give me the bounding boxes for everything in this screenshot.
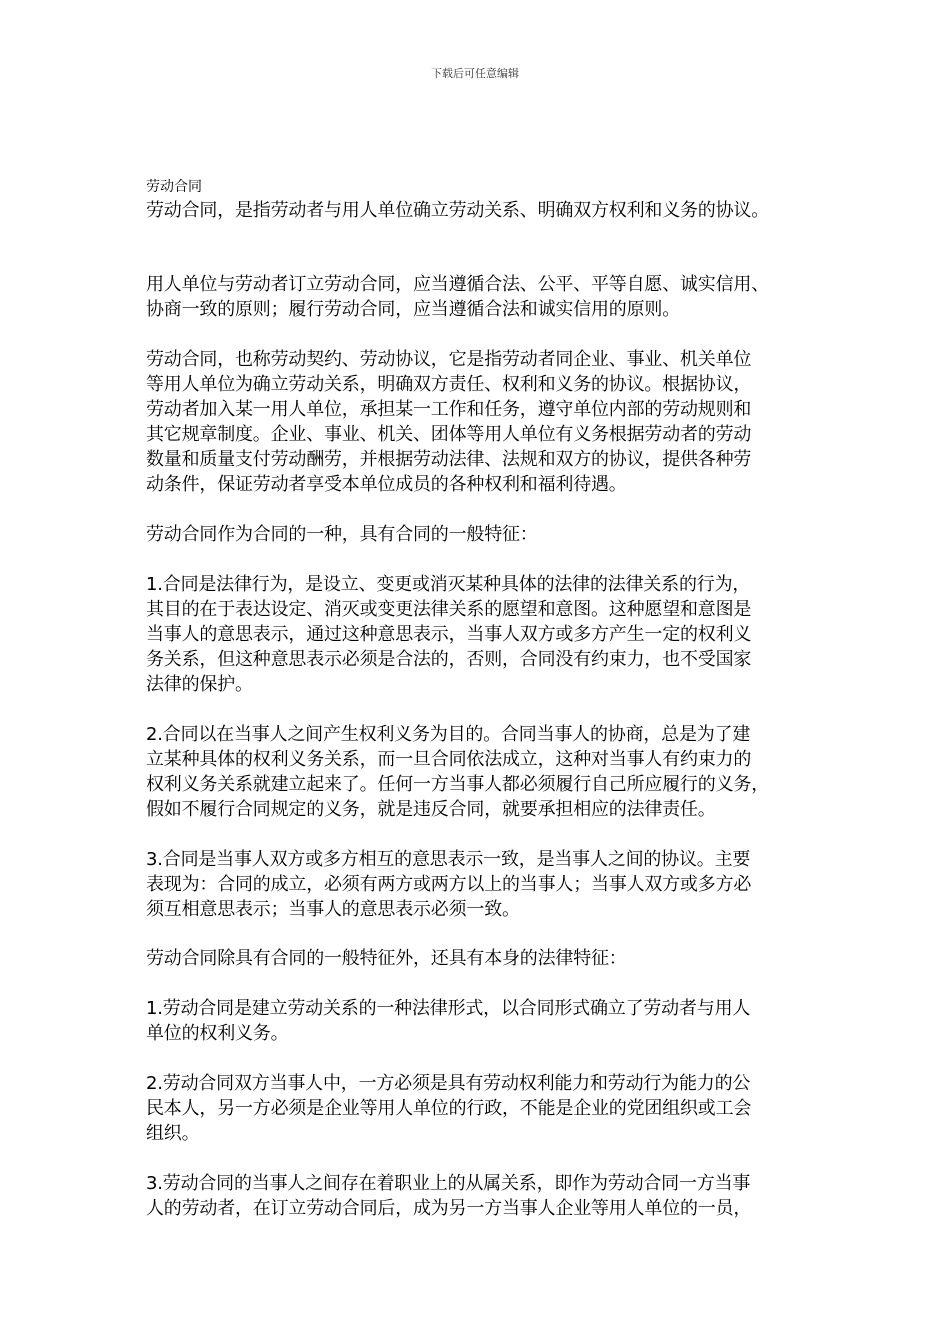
paragraph-line: 其目的在于表达设定、消灭或变更法律关系的愿望和意图。这种愿望和意图是 — [146, 599, 752, 620]
paragraph-line: 人的劳动者，在订立劳动合同后，成为另一方当事人企业等用人单位的一员， — [146, 1198, 752, 1219]
paragraph-line: 劳动者加入某一用人单位，承担某一工作和任务，遵守单位内部的劳动规则和 — [146, 399, 752, 420]
paragraph-line: 劳动合同，是指劳动者与用人单位确立劳动关系、明确双方权利和义务的协议。 — [146, 200, 769, 221]
paragraph-line: 2.劳动合同双方当事人中，一方必须是具有劳动权利能力和劳动行为能力的公 — [146, 1073, 751, 1094]
document-title: 劳动合同 — [146, 179, 202, 195]
paragraph-line: 3.劳动合同的当事人之间存在着职业上的从属关系，即作为劳动合同一方当事 — [146, 1173, 751, 1194]
paragraph-line: 假如不履行合同规定的义务，就是违反合同，就要承担相应的法律责任。 — [146, 799, 716, 820]
paragraph-line: 权利义务关系就建立起来了。任何一方当事人都必须履行自己所应履行的义务， — [146, 774, 769, 795]
paragraph-legal-feature-2 — [146, 1071, 826, 1146]
paragraph-general-feature-3 — [146, 847, 826, 922]
paragraph-line: 协商一致的原则；履行劳动合同，应当遵循合法和诚实信用的原则。 — [146, 299, 680, 320]
paragraph-contract-description — [146, 347, 826, 497]
paragraph-line: 数量和质量支付劳动酬劳，并根据劳动法律、法规和双方的协议，提供各种劳 — [146, 449, 752, 470]
paragraph-line: 当事人的意思表示，通过这种意思表示，当事人双方或多方产生一定的权利义 — [146, 624, 752, 645]
paragraph-line: 2.合同以在当事人之间产生权利义务为目的。合同当事人的协商，总是为了建 — [146, 724, 751, 745]
paragraph-general-feature-2 — [146, 722, 826, 822]
paragraph-line: 其它规章制度。企业、事业、机关、团体等用人单位有义务根据劳动者的劳动 — [146, 424, 752, 445]
paragraph-line: 立某种具体的权利义务关系，而一旦合同依法成立，这种对当事人有约束力的 — [146, 749, 752, 770]
page-header: 下载后可任意编辑 — [431, 67, 519, 80]
paragraph-definition — [146, 198, 826, 223]
paragraph-line: 劳动合同，也称劳动契约、劳动协议，它是指劳动者同企业、事业、机关单位 — [146, 349, 752, 370]
paragraph-line: 法律的保护。 — [146, 674, 253, 695]
paragraph-legal-feature-1 — [146, 996, 826, 1046]
paragraph-line: 须互相意思表示；当事人的意思表示必须一致。 — [146, 899, 520, 920]
paragraph-general-feature-1 — [146, 572, 826, 697]
paragraph-line: 劳动合同作为合同的一种，具有合同的一般特征： — [146, 524, 538, 545]
paragraph-line: 组织。 — [146, 1123, 200, 1144]
paragraph-line: 民本人，另一方必须是企业等用人单位的行政，不能是企业的党团组织或工会 — [146, 1098, 752, 1119]
paragraph-line: 务关系，但这种意思表示必须是合法的，否则，合同没有约束力，也不受国家 — [146, 649, 752, 670]
paragraph-principles — [146, 272, 826, 322]
paragraph-line: 动条件，保证劳动者享受本单位成员的各种权利和福利待遇。 — [146, 474, 627, 495]
paragraph-general-features-heading — [146, 522, 826, 547]
paragraph-line: 1.劳动合同是建立劳动关系的一种法律形式，以合同形式确立了劳动者与用人 — [146, 998, 751, 1019]
paragraph-legal-features-heading — [146, 946, 826, 971]
paragraph-line: 3.合同是当事人双方或多方相互的意思表示一致，是当事人之间的协议。主要 — [146, 849, 751, 870]
paragraph-line: 用人单位与劳动者订立劳动合同，应当遵循合法、公平、平等自愿、诚实信用、 — [146, 274, 769, 295]
paragraph-line: 劳动合同除具有合同的一般特征外，还具有本身的法律特征： — [146, 948, 627, 969]
paragraph-legal-feature-3 — [146, 1171, 826, 1221]
paragraph-line: 单位的权利义务。 — [146, 1023, 289, 1044]
paragraph-line: 等用人单位为确立劳动关系，明确双方责任、权利和义务的协议。根据协议， — [146, 374, 752, 395]
paragraph-line: 1.合同是法律行为，是设立、变更或消灭某种具体的法律的法律关系的行为， — [146, 574, 751, 595]
paragraph-line: 表现为：合同的成立，必须有两方或两方以上的当事人；当事人双方或多方必 — [146, 874, 752, 895]
